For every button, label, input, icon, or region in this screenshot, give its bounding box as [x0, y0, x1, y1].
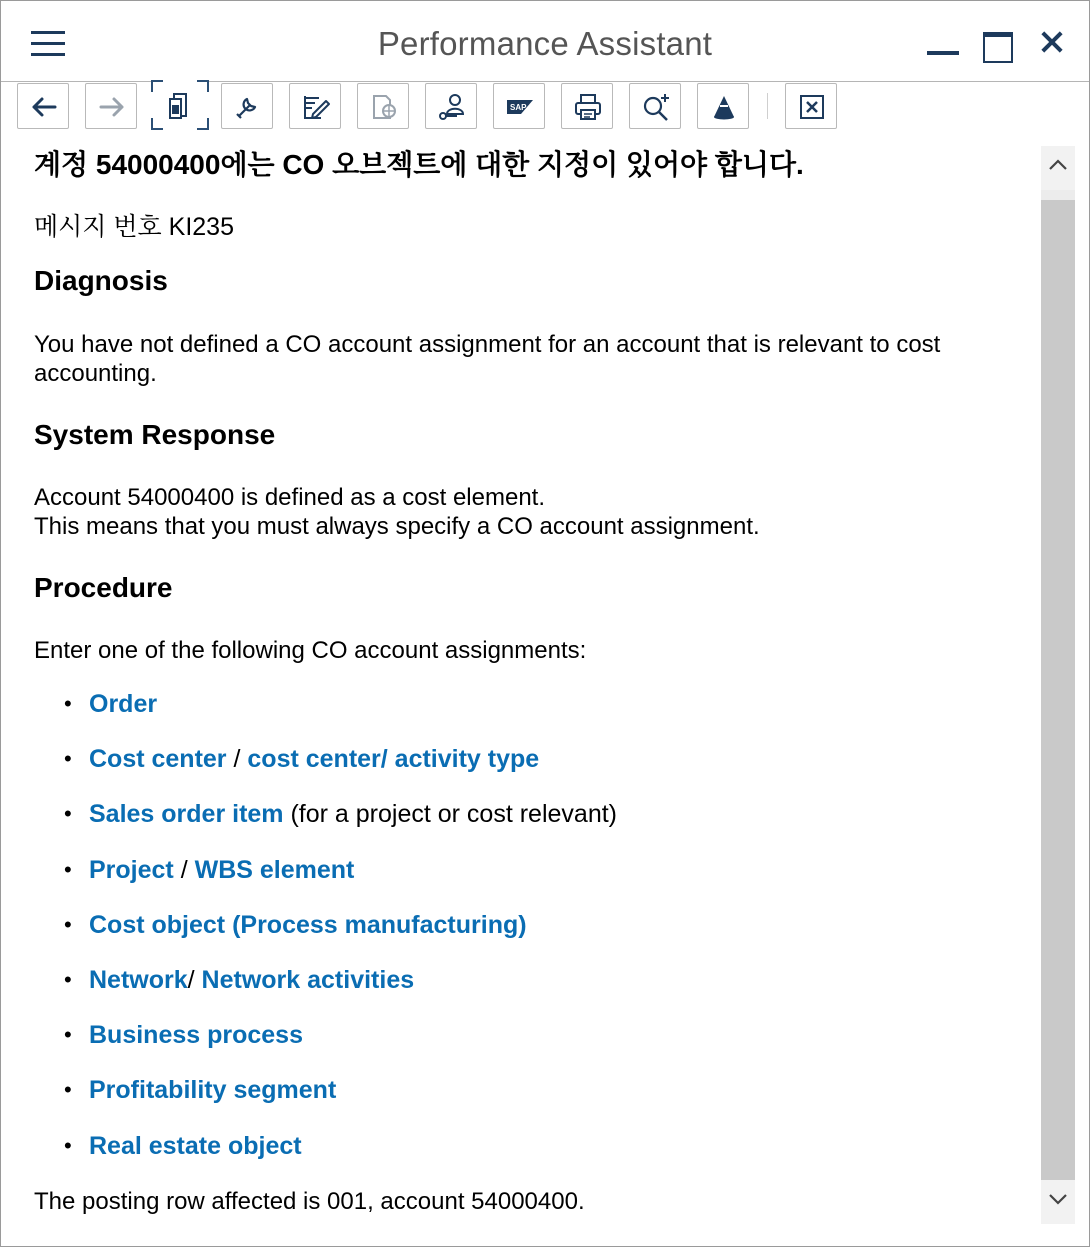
print-button[interactable] [561, 83, 613, 129]
pencil-document-icon [301, 92, 331, 122]
link-cost-object[interactable]: Cost object (Process manufacturing) [89, 910, 527, 939]
system-response-line-2: This means that you must always specify a CO account assignment. [34, 513, 760, 540]
link-profitability-segment[interactable]: Profitability segment [89, 1076, 337, 1105]
link-sales-order-item[interactable]: Sales order item [89, 800, 284, 829]
procedure-intro: Enter one of the following CO account assignments: [34, 637, 587, 664]
arrow-right-icon [97, 92, 127, 122]
link-business-process[interactable]: Business process [89, 1021, 303, 1050]
back-button[interactable] [17, 83, 69, 129]
chevron-down-icon [1048, 1192, 1068, 1206]
find-button[interactable] [629, 83, 681, 129]
wrench-icon [233, 92, 263, 122]
sap-button[interactable] [493, 83, 545, 129]
system-response-heading: System Response [34, 419, 276, 450]
title-bar [1, 1, 1089, 82]
link-wbs-element[interactable]: WBS element [194, 855, 355, 884]
list-item: • Cost object (Process manufacturing) [64, 910, 527, 939]
diagnosis-text: You have not defined a CO account assignment for an account that is relevant to cost accounting. [34, 331, 941, 387]
system-response-line-1: Account 54000400 is defined as a cost element. [34, 484, 546, 511]
link-cost-center-activity-type[interactable]: cost center/ activity type [247, 745, 540, 774]
separator-text: / [226, 745, 248, 774]
link-project[interactable]: Project [89, 855, 174, 884]
vertical-scrollbar[interactable] [1041, 146, 1075, 1224]
diagnosis-heading: Diagnosis [34, 265, 168, 296]
filter-button[interactable] [697, 83, 749, 129]
printer-icon [573, 92, 603, 122]
list-item: • Business process [64, 1021, 303, 1050]
separator-text: / [173, 855, 195, 884]
footer-text: The posting row affected is 001, account 54000400. [34, 1188, 585, 1215]
procedure-heading: Procedure [34, 572, 173, 603]
chevron-up-icon [1048, 158, 1068, 172]
arrow-left-icon [29, 92, 59, 122]
list-item: • Real estate object [64, 1131, 302, 1160]
scroll-down-button[interactable] [1041, 1180, 1075, 1224]
forward-button[interactable] [85, 83, 137, 129]
toolbar-separator [767, 93, 768, 119]
link-real-estate-object[interactable]: Real estate object [89, 1131, 302, 1160]
link-network[interactable]: Network [89, 965, 188, 994]
link-network-activities[interactable]: Network activities [201, 965, 415, 994]
sap-logo-icon [505, 92, 535, 122]
scrollbar-thumb[interactable] [1041, 200, 1075, 1200]
list-item: • Network/ Network activities [64, 965, 415, 994]
toolbar [1, 81, 1089, 135]
assignment-list [64, 687, 617, 1184]
scroll-up-button[interactable] [1041, 146, 1075, 190]
settings-button[interactable] [221, 83, 273, 129]
edit-button[interactable] [289, 83, 341, 129]
cone-icon [709, 92, 739, 122]
person-key-icon [437, 92, 467, 122]
link-cost-center[interactable]: Cost center [89, 745, 227, 774]
separator-text: / [187, 965, 202, 994]
close-icon[interactable] [1036, 27, 1066, 57]
link-order[interactable]: Order [89, 690, 158, 718]
help-content [1, 137, 1041, 1237]
globe-document-icon [369, 92, 399, 122]
item-note: (for a project or cost relevant) [283, 800, 617, 829]
personal-settings-button[interactable] [425, 83, 477, 129]
window-title: Performance Assistant [377, 25, 713, 62]
magnifier-plus-icon [641, 92, 671, 122]
maximize-icon[interactable] [983, 32, 1013, 63]
list-item: • Sales order item (for a project or cost relevant) [64, 800, 617, 829]
technical-info-button[interactable] [151, 80, 209, 130]
message-heading: 계정 54000400에는 CO 오브젝트에 대한 지정이 있어야 합니다. [34, 149, 804, 180]
minimize-icon[interactable] [927, 51, 959, 55]
web-document-button[interactable] [357, 83, 409, 129]
list-item: • Profitability segment [64, 1076, 337, 1105]
list-item: • Order [64, 690, 158, 718]
list-item: • Project / WBS element [64, 855, 355, 884]
close-help-button[interactable] [785, 83, 837, 129]
svg-text:SAP: SAP [510, 103, 527, 112]
close-box-icon [797, 92, 827, 122]
message-number: 메시지 번호 KI235 [34, 213, 234, 241]
document-help-icon [165, 90, 195, 120]
list-item: • Cost center / cost center/ activity type [64, 745, 540, 774]
